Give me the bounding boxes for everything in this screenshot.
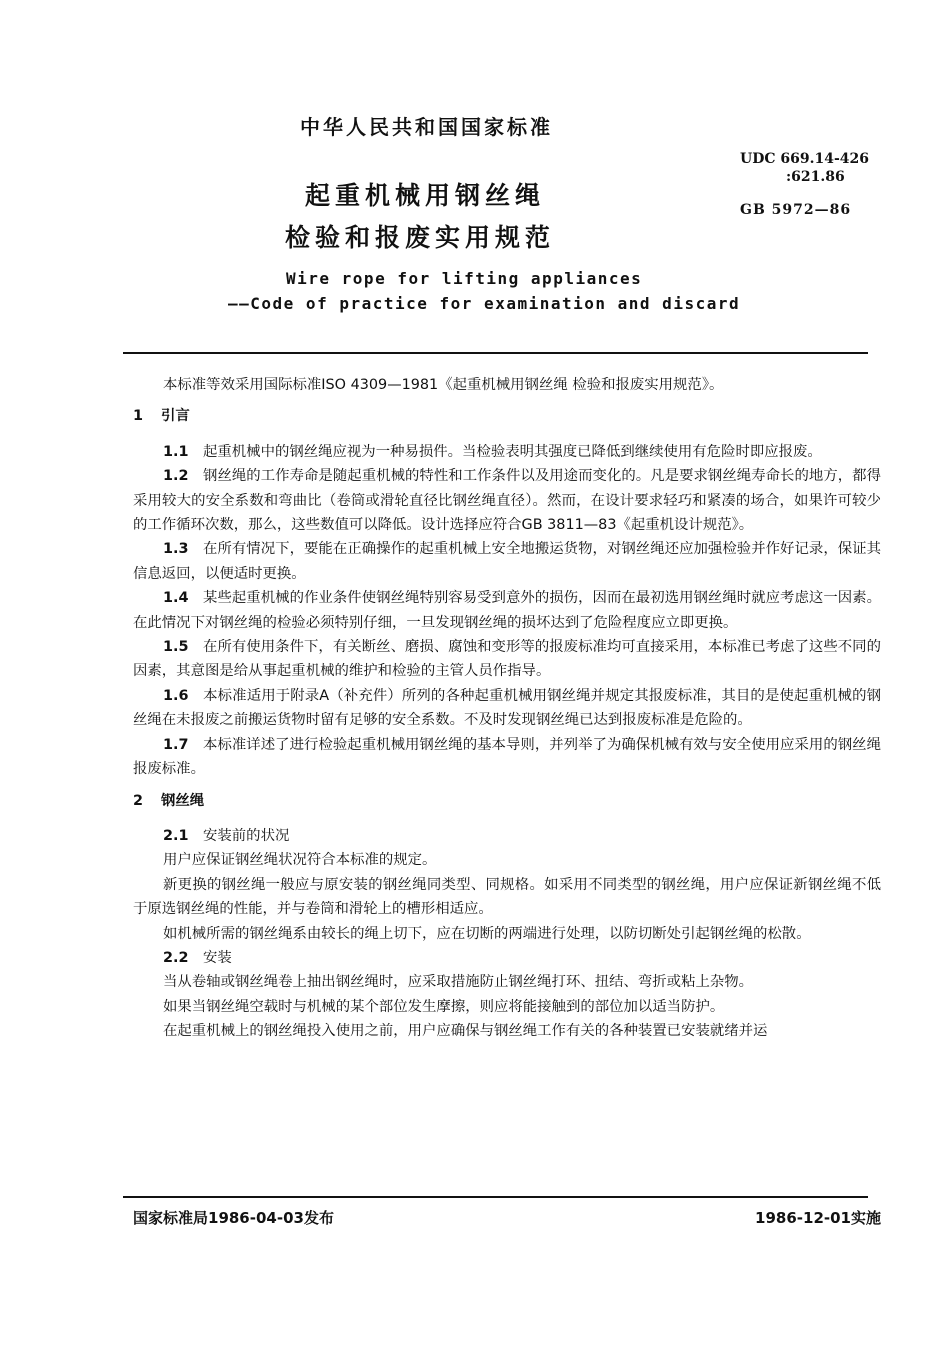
udc-code: [740, 150, 869, 186]
issue-date: 国家标准局1986-04-03发布: [133, 1209, 334, 1227]
paragraph: 新更换的钢丝绳一般应与原安装的钢丝绳同类型、同规格。如采用不同类型的钢丝绳，用户应保证新钢丝绳不低于原选钢丝绳的性能，并与卷筒和滑轮上的槽形相适应。: [133, 876, 881, 918]
subsection-number: 2.2: [163, 949, 189, 966]
clause-number: 1.4: [163, 590, 189, 607]
clause-1-7: [133, 733, 881, 782]
paragraph: 在起重机械上的钢丝绳投入使用之前，用户应确保与钢丝绳工作有关的各种装置已安装就绪并运: [163, 1023, 768, 1040]
clause-text: 在所有使用条件下，有关断丝、磨损、腐蚀和变形等的报废标准均可直接采用，本标准已考虑了这些不同的因素，其意图是给从事起重机械的维护和检验的主管人员作指导。: [133, 639, 881, 680]
clause-1-4: [133, 586, 881, 635]
clause-text: 某些起重机械的作业条件使钢丝绳特别容易受到意外的损伤，因而在最初选用钢丝绳时就应考虑这一因素。在此情况下对钢丝绳的检验必须特别仔细，一旦发现钢丝绳的损坏达到了危险程度应立即更换。: [133, 590, 881, 631]
udc-line-2: :621.86: [786, 169, 845, 185]
top-divider: [123, 352, 868, 354]
chinese-title-line-1: 起重机械用钢丝绳: [305, 181, 546, 210]
subsection-title: 安装前的状况: [203, 827, 290, 844]
clause-text: 钢丝绳的工作寿命是随起重机械的特性和工作条件以及用途而变化的。凡是要求钢丝绳寿命长的地方，都得采用较大的安全系数和弯曲比（卷筒或滑轮直径比钢丝绳直径）。然而，在设计要求轻巧和紧凑的场合，如果许可较少的工作循环次数，那么，这些数值可以降低。设计选择应符合GB 3811—83《起重机设计规范》。: [133, 468, 881, 534]
subsection-number: 2.1: [163, 827, 189, 844]
clause-1-6: [133, 684, 881, 733]
clause-1-3: [133, 537, 881, 586]
clause-1-2: [133, 464, 881, 537]
paragraph: 当从卷轴或钢丝绳卷上抽出钢丝绳时，应采取措施防止钢丝绳打环、扭结、弯折或粘上杂物。: [163, 974, 754, 991]
paragraph: 用户应保证钢丝绳状况符合本标准的规定。: [163, 852, 437, 869]
paragraph: 如果当钢丝绳空载时与机械的某个部位发生摩擦，则应将能接触到的部位加以适当防护。: [163, 998, 725, 1015]
clause-text: 本标准详述了进行检验起重机械用钢丝绳的基本导则，并列举了为确保机械有效与安全使用应采用的钢丝绳报废标准。: [133, 736, 881, 778]
clause-number: 1.5: [163, 639, 189, 656]
section-number: 2: [133, 792, 144, 809]
english-title-line-1: Wire rope for lifting appliances: [286, 269, 643, 288]
clause-text: 本标准适用于附录A（补充件）所列的各种起重机械用钢丝绳并规定其报废标准，其目的是使起重机械的钢丝绳在未报废之前搬运货物时留有足够的安全系数。不及时发现钢丝绳已达到报废标准是危险的。: [133, 687, 881, 729]
section-2-heading: [133, 789, 881, 813]
clause-number: 1.1: [163, 443, 189, 460]
gb-number: GB 5972—86: [740, 202, 852, 218]
clause-1-1: [133, 440, 881, 464]
document-body: [133, 373, 881, 1044]
clause-text: 起重机械中的钢丝绳应视为一种易损件。当检验表明其强度已降低到继续使用有危险时即应报废。: [203, 443, 822, 460]
clause-number: 1.6: [163, 687, 189, 704]
bottom-divider: [123, 1196, 868, 1198]
section-title: 引言: [161, 408, 190, 425]
clause-text: 在所有情况下，要能在正确操作的起重机械上安全地搬运货物，对钢丝绳还应加强检验并作好记录，保证其信息返回，以便适时更换。: [133, 541, 881, 582]
section-1-heading: [133, 404, 881, 428]
clause-number: 1.2: [163, 468, 189, 485]
english-title-line-2: ——Code of practice for examination and discard: [228, 294, 741, 313]
subsection-title: 安装: [203, 949, 232, 966]
clause-number: 1.7: [163, 736, 189, 753]
section-number: 1: [133, 408, 144, 425]
subsection-2-1-heading: [133, 824, 881, 848]
chinese-title-line-2: 检验和报废实用规范: [285, 223, 556, 252]
section-title: 钢丝绳: [161, 792, 205, 809]
udc-line-1: UDC 669.14-426: [740, 151, 869, 167]
preamble: 本标准等效采用国际标准ISO 4309—1981《起重机械用钢丝绳 检验和报废实用规范》。: [163, 377, 724, 393]
effective-date: 1986-12-01实施: [755, 1209, 881, 1227]
paragraph: 如机械所需的钢丝绳系由较长的绳上切下，应在切断的两端进行处理，以防切断处引起钢丝绳的松散。: [163, 925, 811, 942]
national-standard-heading: 中华人民共和国国家标准: [300, 115, 553, 139]
clause-1-5: [133, 635, 881, 684]
clause-number: 1.3: [163, 541, 189, 558]
subsection-2-2-heading: [133, 946, 881, 970]
